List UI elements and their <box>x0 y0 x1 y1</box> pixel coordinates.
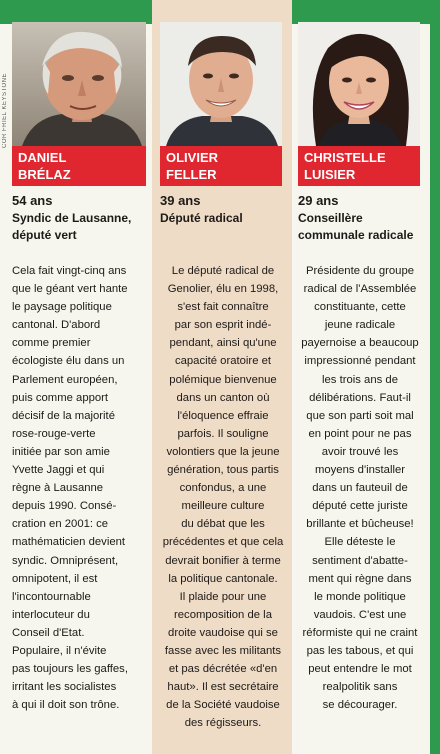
text-line: vaudois. C'est une <box>313 608 407 621</box>
text-line: règne à Lausanne <box>12 482 104 495</box>
text-line: précédentes et que cela <box>162 536 284 549</box>
text-line: député cette juriste <box>312 500 408 513</box>
text-line: syndic. Omniprésent, <box>12 554 119 567</box>
name-line-first: OLIVIER <box>166 150 219 165</box>
text-line: que son parti soit mal <box>306 409 414 422</box>
text-line: depuis 1990. Consé- <box>12 500 117 513</box>
text-line: interlocuteur du <box>12 608 90 621</box>
text-line: sentiment d'abatte- <box>312 554 408 567</box>
text-line: confondus, a une <box>179 482 267 495</box>
role-line: Député radical <box>160 211 243 225</box>
text-line: Présidente du groupe <box>305 265 415 277</box>
text-line: puis comme apport <box>12 391 109 404</box>
text-line: peut entendre le mot <box>308 663 412 676</box>
text-line: délibérations. Faut-il <box>309 391 411 404</box>
role-line: Syndic de Lausanne, <box>12 211 132 225</box>
name-line-last: FELLER <box>166 167 217 182</box>
profile-column-luisier <box>292 0 430 754</box>
text-line: droite vaudoise qui se <box>168 626 278 639</box>
text-line: avoir trouvé les <box>321 445 399 458</box>
text-line: à qui il doit son trône. <box>12 699 120 712</box>
text-line: Populaire, il n'évite <box>12 644 107 657</box>
age-label: 39 ans <box>160 193 201 208</box>
text-line: irritant les socialistes <box>12 681 117 694</box>
text-line: le paysage politique <box>12 301 112 314</box>
text-line: pas les tabous, et qui <box>306 644 414 657</box>
portrait-brelaz-image <box>12 22 146 146</box>
text-line: constituante, cette <box>314 301 406 314</box>
text-line: omnipotent, il est <box>12 572 98 585</box>
text-line: réformiste qui ne craint <box>302 626 418 639</box>
role-line: Conseillère <box>298 211 363 225</box>
text-line: Yvette Jaggi et qui <box>12 464 105 477</box>
name-box <box>12 146 146 186</box>
text-line: Le député radical de <box>171 265 275 277</box>
role-label <box>160 210 286 227</box>
text-line: se décourager. <box>322 699 398 712</box>
text-line: décisif de la majorité <box>12 409 115 422</box>
name-line-first: CHRISTELLE <box>304 150 386 165</box>
role-label <box>12 210 138 244</box>
text-line: pendant, ainsi qu'une <box>169 337 277 350</box>
text-line: Il plaide pour une <box>179 590 267 603</box>
text-line: recomposition de la <box>174 608 272 621</box>
name-box <box>160 146 282 186</box>
text-line: ment qui règne dans <box>308 572 412 585</box>
role-line: communale radicale <box>298 228 414 242</box>
text-line: volontiers que la jeune <box>166 445 280 458</box>
text-line: haut». Il est secrétaire <box>167 681 279 694</box>
text-line: que le géant vert hante <box>12 283 128 296</box>
text-line: devrait bonifier à terme <box>165 554 281 567</box>
text-line: comme premier <box>12 337 91 350</box>
text-line: dans un canton où <box>176 391 270 404</box>
text-line: parfois. Il souligne <box>177 427 269 440</box>
text-line: la politique cantonale. <box>168 572 278 585</box>
portrait-photo-luisier <box>298 22 420 146</box>
name-line-first: DANIEL <box>18 150 67 165</box>
text-line: l'incontournable <box>12 590 91 603</box>
text-line: Elle déteste le <box>324 536 396 549</box>
text-line: du débat que les <box>181 518 265 531</box>
portrait-feller-image <box>160 22 282 146</box>
text-line: brillante et bûcheuse! <box>306 518 414 531</box>
profile-column-feller <box>152 0 292 754</box>
role-label <box>298 210 424 244</box>
profile-text <box>298 262 422 714</box>
text-line: fasse avec les militants <box>164 644 282 657</box>
photo-credit: COR FRIEL KEYSTONE <box>2 72 8 148</box>
text-line: par son esprit indé- <box>174 319 272 332</box>
text-line: Parlement européen, <box>12 373 118 386</box>
text-line: initiée par son amie <box>12 445 110 458</box>
text-line: les trois ans de <box>322 373 398 386</box>
text-line: écologiste élu dans un <box>12 355 125 368</box>
text-line: pas toujours les gaffes, <box>12 663 128 676</box>
portrait-photo-feller <box>160 22 282 146</box>
text-line: cration en 2001: ce <box>12 518 109 531</box>
text-line: capacité oratoire et <box>174 355 272 368</box>
text-line: radical de l'Assemblée <box>303 283 417 296</box>
profile-text <box>160 262 286 732</box>
text-line: mathématicien devient <box>12 536 126 549</box>
text-line: rose-rouge-verte <box>12 427 96 440</box>
text-line: payernoise a beaucoup <box>301 337 419 350</box>
portrait-luisier-image <box>298 22 420 146</box>
text-line: l'éloquence effraie <box>177 409 269 422</box>
text-line: génération, tous partis <box>167 464 279 477</box>
text-line: jeune radicale <box>324 319 396 332</box>
profile-text <box>12 262 146 714</box>
age-label: 29 ans <box>298 193 339 208</box>
role-line: député vert <box>12 228 77 242</box>
text-line: Genolier, élu en 1998, <box>167 283 279 296</box>
name-line-last: BRÉLAZ <box>18 167 71 182</box>
text-line: le monde politique <box>314 590 406 603</box>
name-box <box>298 146 420 186</box>
portrait-photo-brelaz <box>12 22 146 146</box>
text-line: des régisseurs. <box>184 717 262 730</box>
text-line: polémique bienvenue <box>169 373 277 386</box>
text-line: et pas décrétée «d'en <box>168 663 278 676</box>
name-line-last: LUISIER <box>304 167 356 182</box>
text-line: Conseil d'Etat. <box>12 626 85 639</box>
text-line: de la Société vaudoise <box>166 699 280 712</box>
text-line: dans un fauteuil de <box>312 482 408 495</box>
text-line: s'est fait connaître <box>177 301 269 314</box>
text-line: en point pour ne pas <box>308 427 412 440</box>
right-accent-bar <box>430 0 440 754</box>
text-line: meilleure culture <box>181 500 265 513</box>
text-line: realpolitik sans <box>322 681 398 694</box>
age-label: 54 ans <box>12 193 53 208</box>
text-line: moyens d'installer <box>314 464 406 477</box>
text-line: Cela fait vingt-cinq ans <box>12 265 127 277</box>
text-line: cantonal. D'abord <box>12 319 101 332</box>
text-line: impressionné pendant <box>304 355 416 368</box>
profile-column-brelaz <box>0 0 152 754</box>
